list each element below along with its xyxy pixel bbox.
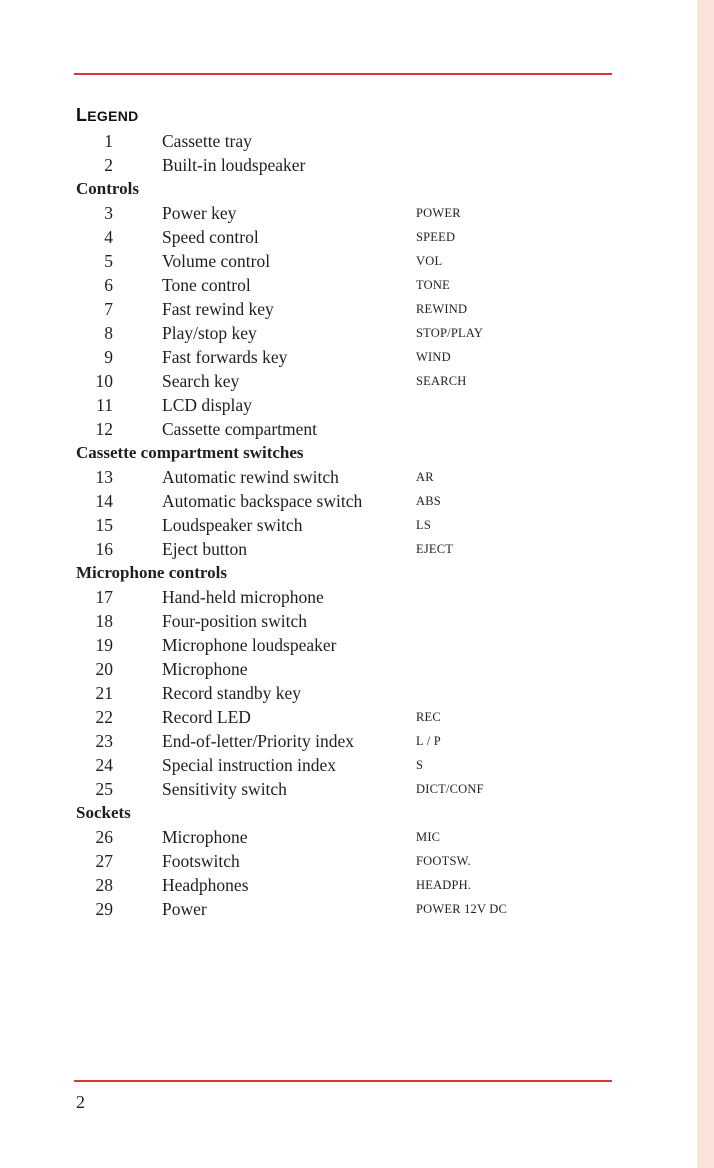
item-number: 25 [95,779,113,799]
top-red-rule [74,73,612,75]
item-label: Eject button [162,539,248,559]
item-code: LS [416,518,431,532]
item-label: Built-in loudspeaker [162,155,306,175]
legend-item-26 [76,825,616,849]
item-number: 22 [95,707,113,727]
item-number: 12 [95,419,113,439]
item-number: 11 [96,395,113,415]
item-label: Sensitivity switch [162,779,287,799]
legend-item-1 [76,129,616,153]
item-code: POWER [416,206,461,220]
item-code: AR [416,470,434,484]
item-label: Cassette compartment [162,419,318,439]
item-label: Special instruction index [162,755,336,775]
item-code: POWER 12V DC [416,902,508,916]
item-number: 2 [104,155,113,175]
item-label: Speed control [162,227,259,247]
item-number: 21 [95,683,113,703]
item-number: 16 [95,539,113,559]
item-code: DICT/CONF [416,782,484,796]
item-number: 4 [104,227,113,247]
item-code: STOP/PLAY [416,326,484,340]
item-code: FOOTSW. [416,854,471,868]
section-heading-controls: Controls [76,179,139,198]
section-heading-microphone-controls: Microphone controls [76,563,227,582]
item-label: Microphone [162,659,248,679]
bottom-red-rule [74,1080,612,1082]
item-code: HEADPH. [416,878,472,892]
item-number: 14 [95,491,113,511]
item-number: 9 [104,347,113,367]
legend-item-27 [76,849,616,873]
legend-item-21 [76,681,616,705]
item-number: 26 [95,827,113,847]
legend-item-6 [76,273,616,297]
legend-item-24 [76,753,616,777]
legend-item-4 [76,225,616,249]
item-label: Microphone [162,827,248,847]
item-label: Power key [162,203,237,223]
legend-item-11 [76,393,616,417]
item-code: WIND [416,350,451,364]
item-label: Volume control [162,251,271,271]
item-number: 29 [95,899,113,919]
legend-item-28 [76,873,616,897]
item-number: 18 [95,611,113,631]
item-label: Loudspeaker switch [162,515,303,535]
item-code: SEARCH [416,374,467,388]
item-label: Record LED [162,707,251,727]
item-label: Search key [162,371,240,391]
item-label: Headphones [162,875,249,895]
item-label: Tone control [162,275,251,295]
legend-item-5 [76,249,616,273]
item-code: REC [416,710,441,724]
item-number: 7 [104,299,113,319]
item-number: 5 [104,251,113,271]
legend-item-2 [76,153,616,177]
item-label: Play/stop key [162,323,257,343]
legend-item-15 [76,513,616,537]
legend-item-8 [76,321,616,345]
item-label: Cassette tray [162,131,252,151]
item-number: 17 [95,587,113,607]
item-code: SPEED [416,230,456,244]
legend-item-13 [76,465,616,489]
item-label: Automatic rewind switch [162,467,339,487]
item-label: Microphone loudspeaker [162,635,337,655]
item-code: VOL [416,254,443,268]
item-label: End-of-letter/Priority index [162,731,354,751]
item-label: Automatic backspace switch [162,491,363,511]
item-code: TONE [416,278,450,292]
item-number: 27 [95,851,113,871]
item-number: 3 [104,203,113,223]
item-number: 10 [95,371,113,391]
item-code: S [416,758,424,772]
page-number: 2 [76,1092,85,1112]
legend-item-18 [76,609,616,633]
item-number: 20 [95,659,113,679]
item-code: MIC [416,830,441,844]
item-code: EJECT [416,542,454,556]
item-number: 8 [104,323,113,343]
legend-item-19 [76,633,616,657]
item-label: Fast rewind key [162,299,274,319]
legend-item-17 [76,585,616,609]
legend-item-7 [76,297,616,321]
legend-item-22 [76,705,616,729]
item-label: Four-position switch [162,611,307,631]
item-number: 28 [95,875,113,895]
legend-heading: LEGEND [76,105,139,125]
item-label: Record standby key [162,683,301,703]
item-label: LCD display [162,395,252,415]
item-number: 23 [95,731,113,751]
legend-item-9 [76,345,616,369]
legend-item-12 [76,417,616,441]
legend-list [76,129,616,921]
section-heading-cassette-switches: Cassette compartment switches [76,443,304,462]
legend-item-16 [76,537,616,561]
section-heading-sockets: Sockets [76,803,131,822]
page-edge-strip [697,0,714,1168]
item-code: REWIND [416,302,468,316]
item-number: 24 [95,755,113,775]
item-code: L / P [416,734,441,748]
item-number: 19 [95,635,113,655]
legend-item-25 [76,777,616,801]
legend-item-3 [76,201,616,225]
item-label: Footswitch [162,851,240,871]
legend-item-29 [76,897,616,921]
item-label: Hand-held microphone [162,587,324,607]
legend-item-10 [76,369,616,393]
item-number: 1 [104,131,113,151]
legend-item-23 [76,729,616,753]
legend-item-14 [76,489,616,513]
item-number: 13 [95,467,113,487]
item-code: ABS [416,494,441,508]
item-label: Fast forwards key [162,347,288,367]
legend-item-20 [76,657,616,681]
item-number: 6 [104,275,113,295]
item-number: 15 [95,515,113,535]
item-label: Power [162,899,207,919]
